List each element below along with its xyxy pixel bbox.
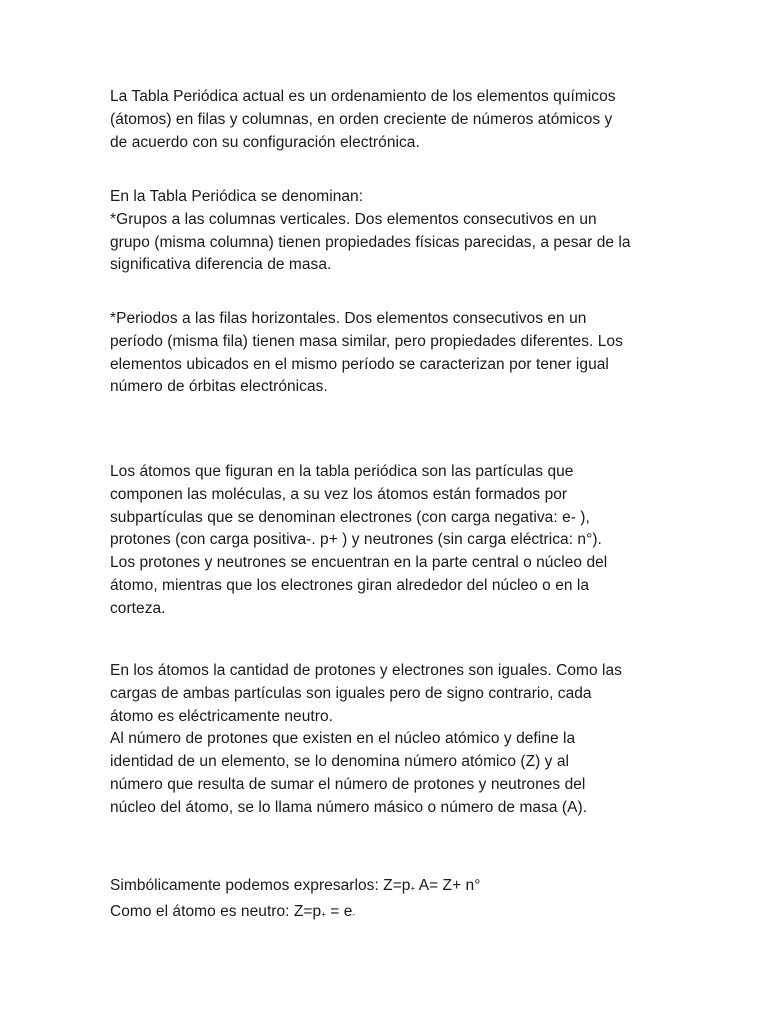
text-line: En los átomos la cantidad de protones y electrones son iguales. Como las: [110, 662, 622, 679]
text-line: componen las moléculas, a su vez los átomos están formados por: [110, 485, 568, 503]
text-line: núcleo del átomo, se lo llama número másico o número de masa (A).: [110, 798, 588, 816]
text-line: período (misma fila) tienen masa similar, pero propiedades diferentes. Los: [110, 332, 623, 350]
formula-subscript: +: [321, 909, 326, 919]
text-line: átomo, mientras que los electrones giran alrededor del núcleo o en la: [110, 576, 590, 594]
text-line: Los átomos que figuran en la tabla periódica son las partículas que: [110, 463, 574, 480]
paragraph-periods: [110, 308, 670, 399]
text-line: número de órbitas electrónicas.: [110, 378, 328, 396]
formula-text: A= Z+ n°: [415, 877, 481, 894]
text-line: elementos ubicados en el mismo período se caracterizan por tener igual: [110, 355, 609, 373]
paragraph-atomic-number: [110, 660, 670, 820]
formula-subscript: +: [410, 884, 416, 893]
formula-text: = e: [325, 902, 353, 920]
paragraph-periodic-table-intro: [110, 86, 670, 154]
text-line: *Periodos a las filas horizontales. Dos elementos consecutivos en un: [110, 310, 587, 327]
text-line: Los protones y neutrones se encuentran en la parte central o núcleo del: [110, 554, 608, 572]
text-line: La Tabla Periódica actual es un ordenamiento de los elementos químicos: [110, 88, 616, 105]
formula-text: Simbólicamente podemos expresarlos: Z=p: [110, 877, 411, 894]
text-line: En la Tabla Periódica se denominan:: [110, 188, 364, 205]
text-line: átomo es eléctricamente neutro.: [110, 707, 333, 725]
text-line: de acuerdo con su configuración electrónica.: [110, 133, 420, 151]
formula-line-symbolic: [110, 875, 670, 901]
text-line: identidad de un elemento, se lo denomina número atómico (Z) y al: [110, 753, 569, 771]
text-line: grupo (misma columna) tienen propiedades físicas parecidas, a pesar de la: [110, 233, 631, 251]
paragraph-groups: [110, 186, 670, 277]
formula-line-neutral: [110, 901, 670, 927]
text-line: (átomos) en filas y columnas, en orden creciente de números atómicos y: [110, 110, 613, 128]
text-line: subpartículas que se denominan electrones (con carga negativa: e- ),: [110, 508, 590, 526]
text-line: Al número de protones que existen en el núcleo atómico y define la: [110, 730, 576, 748]
text-line: protones (con carga positiva-. p+ ) y neutrones (sin carga eléctrica: n°).: [110, 531, 602, 549]
text-line: significativa diferencia de masa.: [110, 256, 332, 274]
text-line: corteza.: [110, 599, 166, 617]
formula-subscript: -: [352, 909, 356, 919]
text-line: cargas de ambas partículas son iguales pero de signo contrario, cada: [110, 684, 592, 702]
formula-text: Como el átomo es neutro: Z=p: [110, 902, 322, 920]
paragraph-formulas: [110, 875, 670, 927]
text-line: *Grupos a las columnas verticales. Dos elementos consecutivos en un: [110, 210, 597, 228]
text-line: número que resulta de sumar el número de protones y neutrones del: [110, 775, 586, 793]
paragraph-atoms-particles: [110, 461, 670, 621]
